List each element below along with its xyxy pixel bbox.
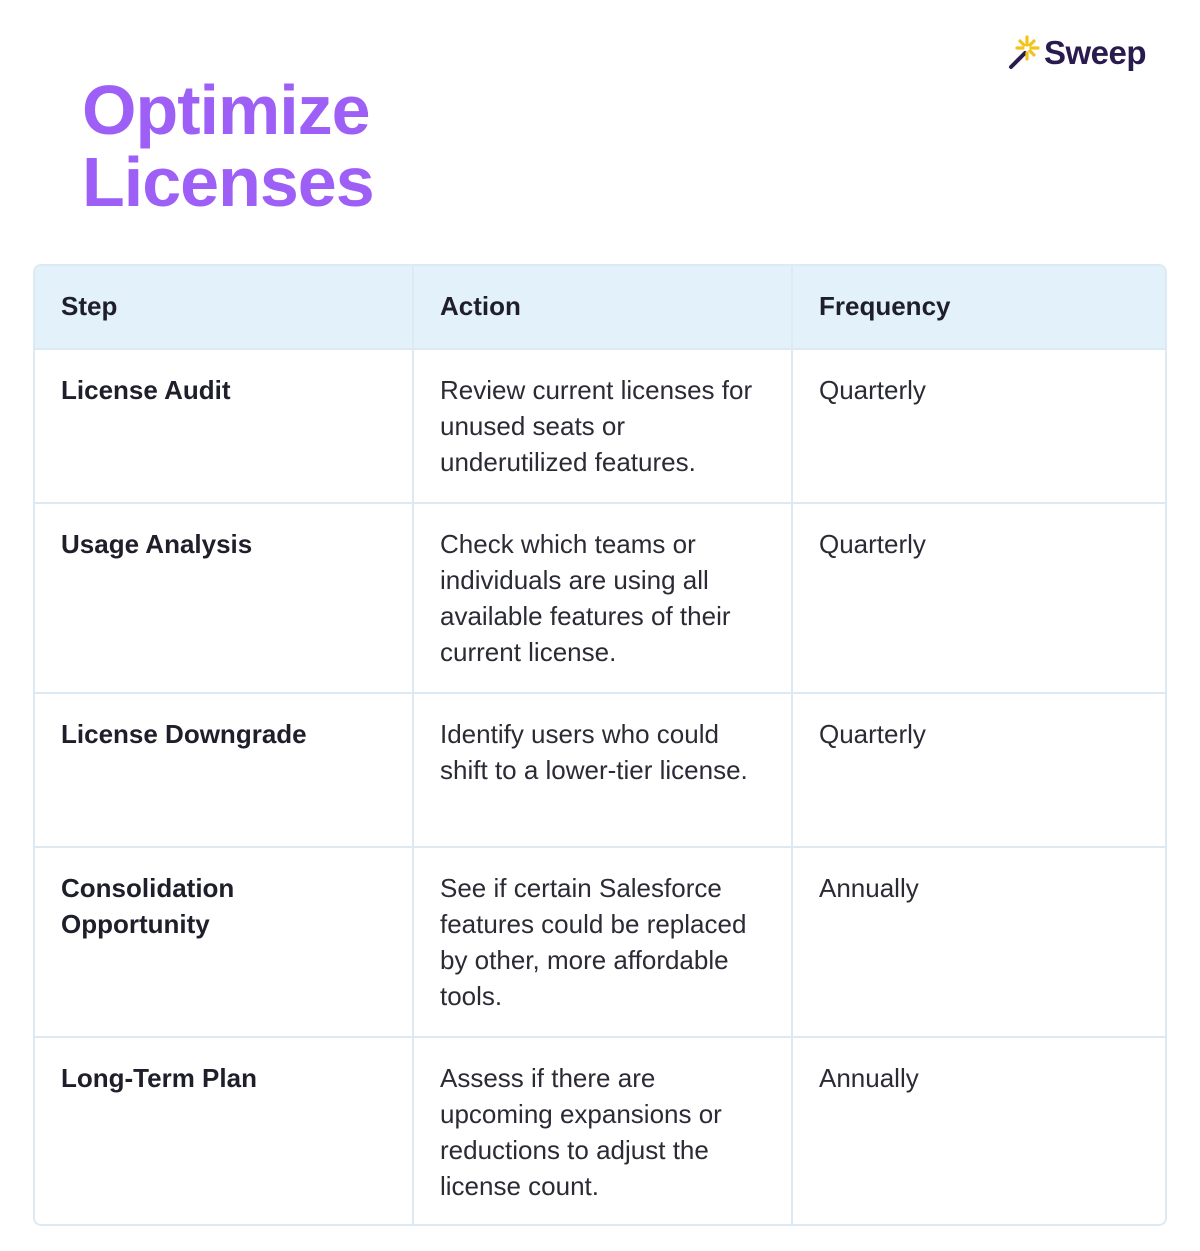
frequency-cell: Annually (819, 1063, 919, 1093)
page-title-line-1: Optimize (82, 71, 370, 149)
brand-name: Sweep (1044, 33, 1147, 71)
column-header-frequency: Frequency (792, 266, 1165, 349)
table-row (35, 847, 1165, 1037)
table-row (35, 1037, 1165, 1226)
license-optimization-table (33, 264, 1167, 1226)
frequency-cell: Quarterly (792, 503, 1165, 693)
action-cell: Identify users who could shift to a lower-tier license. (413, 693, 792, 847)
brand-logo (1008, 34, 1146, 70)
table-header-row (35, 266, 1165, 349)
step-cell: License Audit (35, 349, 413, 503)
action-cell: Check which teams or individuals are using all available features of their current license. (413, 503, 792, 693)
column-header-step: Step (35, 266, 413, 349)
frequency-cell: Annually (792, 847, 1165, 1037)
table-row (35, 349, 1165, 503)
page-title-line-2: Licenses (82, 143, 374, 221)
step-cell: Consolidation Opportunity (35, 847, 413, 1037)
table-row (35, 503, 1165, 693)
column-header-action: Action (413, 266, 792, 349)
action-cell: Assess if there are upcoming expansions or reductions to adjust the license count. (413, 1037, 792, 1226)
action-cell: See if certain Salesforce features could be replaced by other, more affordable tools. (413, 847, 792, 1037)
magic-wand-sparkle-icon (1008, 34, 1042, 70)
page-title (82, 71, 374, 221)
frequency-cell: Quarterly (792, 693, 1165, 847)
step-cell: Usage Analysis (35, 503, 413, 693)
step-cell: License Downgrade (35, 693, 413, 847)
step-cell: Long-Term Plan (35, 1037, 413, 1226)
table-row (35, 693, 1165, 847)
action-cell: Review current licenses for unused seats or underutilized features. (413, 349, 792, 503)
frequency-cell: Quarterly (792, 349, 1165, 503)
